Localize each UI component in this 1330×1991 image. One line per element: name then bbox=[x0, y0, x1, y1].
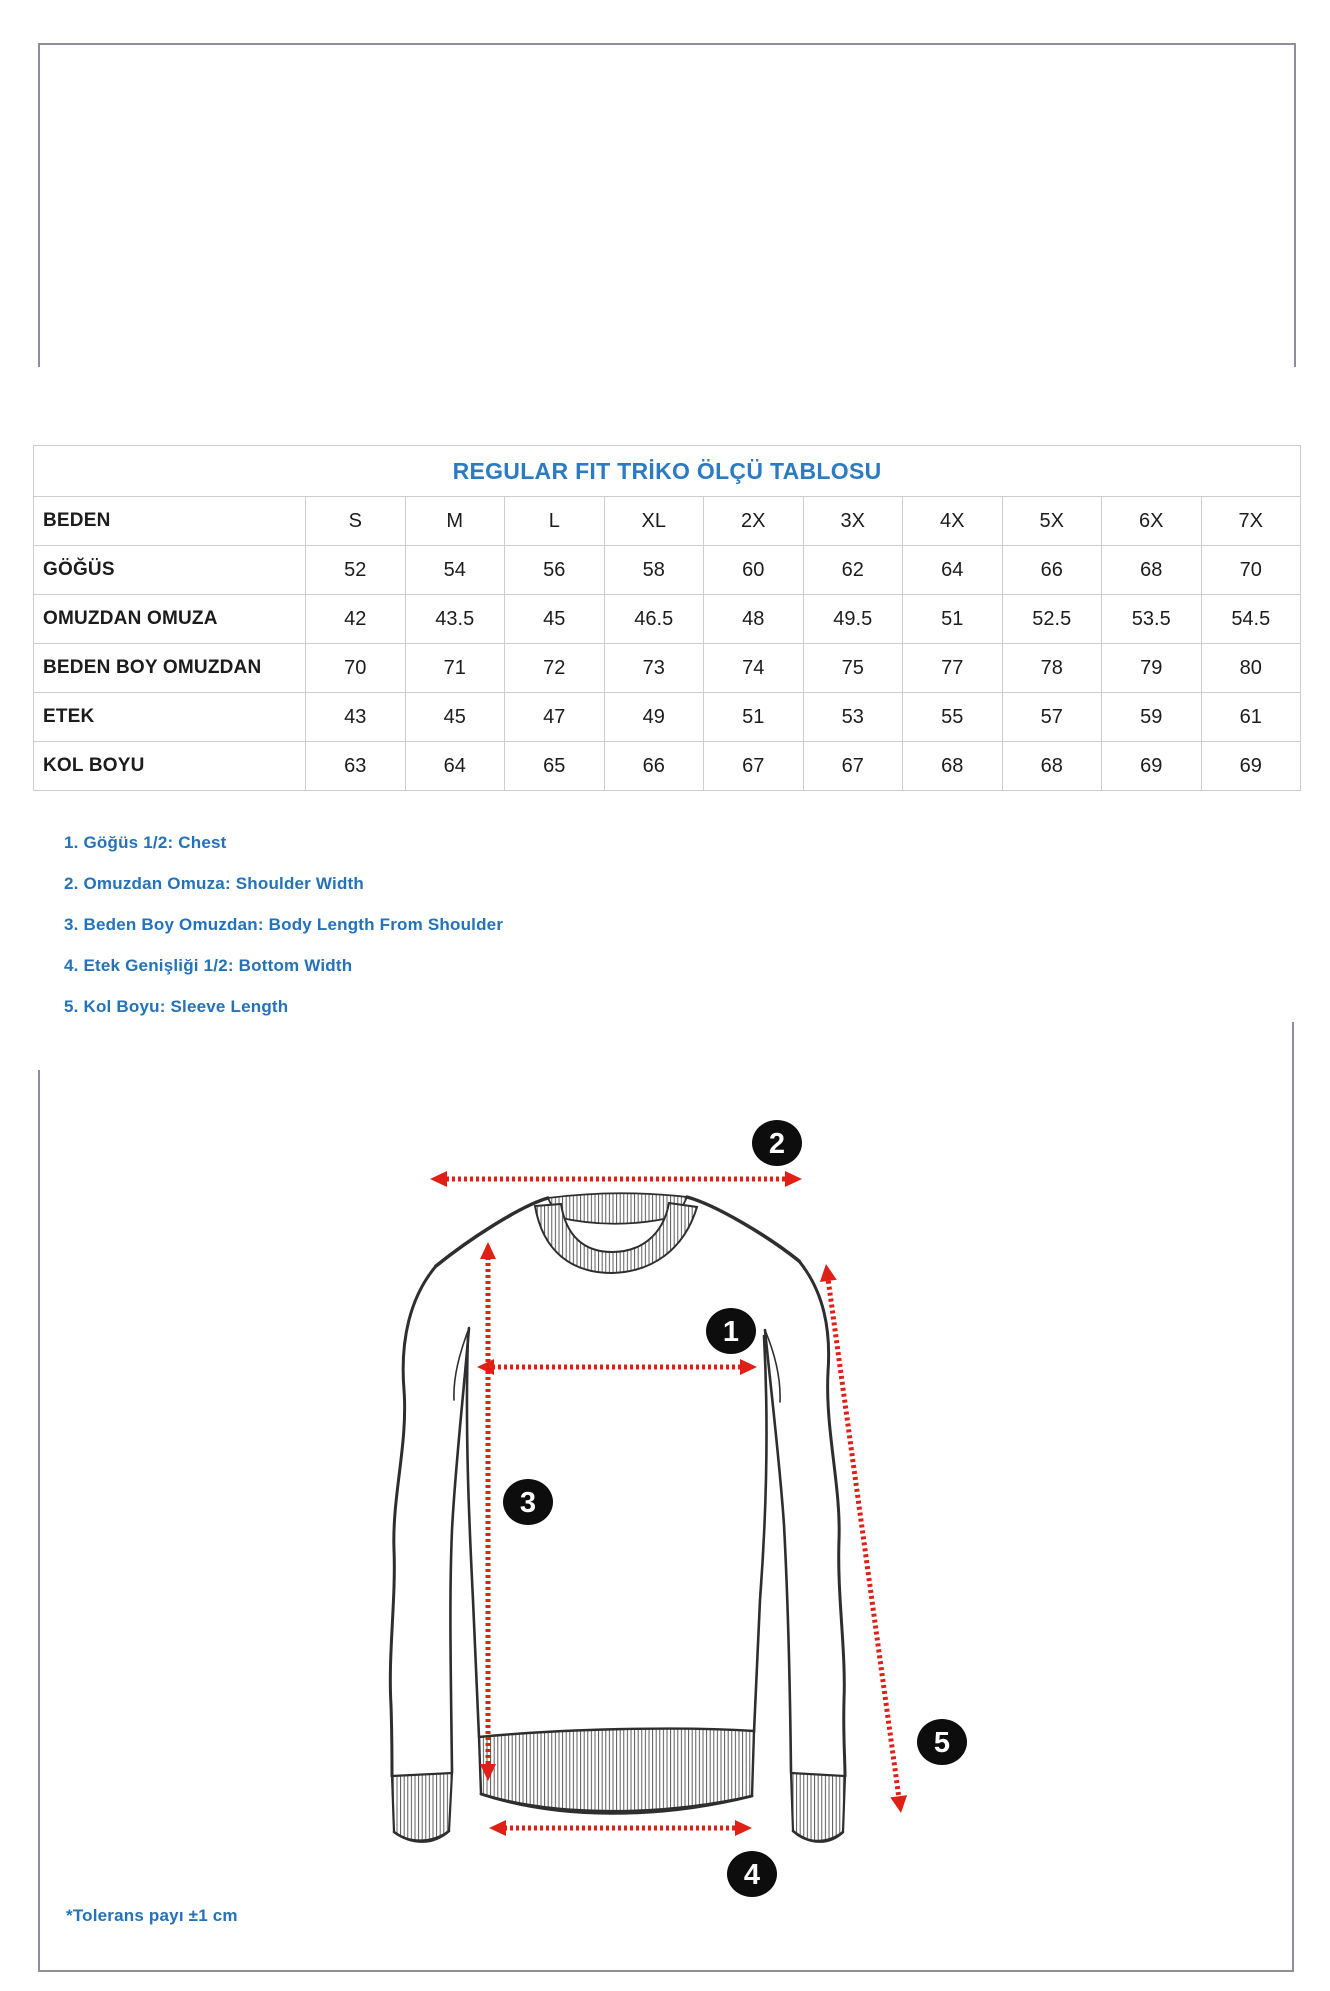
cell: 69 bbox=[1102, 742, 1202, 791]
cell: 64 bbox=[903, 546, 1003, 595]
row-label: KOL BOYU bbox=[34, 742, 306, 791]
cell: 47 bbox=[505, 693, 605, 742]
shoulder-width-arrow bbox=[430, 1171, 802, 1187]
cell: 53 bbox=[803, 693, 903, 742]
col-header-size: L bbox=[505, 497, 605, 546]
cell: 78 bbox=[1002, 644, 1102, 693]
badge-2 bbox=[752, 1120, 802, 1166]
tolerance-footnote: *Tolerans payı ±1 cm bbox=[66, 1906, 238, 1925]
cell: 61 bbox=[1201, 693, 1301, 742]
cell: 46.5 bbox=[604, 595, 704, 644]
legend-item-body-length: 3. Beden Boy Omuzdan: Body Length From Shoulder bbox=[64, 915, 504, 934]
table-title: REGULAR FIT TRİKO ÖLÇÜ TABLOSU bbox=[34, 446, 1301, 497]
cell: 58 bbox=[604, 546, 704, 595]
sleeve-length-arrow bbox=[820, 1264, 907, 1813]
cell: 60 bbox=[704, 546, 804, 595]
legend-item-chest: 1. Göğüs 1/2: Chest bbox=[64, 833, 227, 852]
cell: 51 bbox=[704, 693, 804, 742]
cell: 66 bbox=[1002, 546, 1102, 595]
col-header-size: 7X bbox=[1201, 497, 1301, 546]
cell: 68 bbox=[1002, 742, 1102, 791]
cell: 49 bbox=[604, 693, 704, 742]
badge-5-number: 5 bbox=[933, 1727, 951, 1759]
cell: 59 bbox=[1102, 693, 1202, 742]
col-header-size: 4X bbox=[903, 497, 1003, 546]
cell: 68 bbox=[1102, 546, 1202, 595]
cell: 72 bbox=[505, 644, 605, 693]
table-row bbox=[34, 546, 1301, 595]
legend-item-shoulder: 2. Omuzdan Omuza: Shoulder Width bbox=[64, 874, 364, 893]
sweater-outline bbox=[390, 1193, 845, 1841]
cell: 69 bbox=[1201, 742, 1301, 791]
cell: 49.5 bbox=[803, 595, 903, 644]
cell: 52 bbox=[306, 546, 406, 595]
cell: 73 bbox=[604, 644, 704, 693]
legend-item-bottom-width: 4. Etek Genişliği 1/2: Bottom Width bbox=[64, 956, 353, 975]
col-header-size: 6X bbox=[1102, 497, 1202, 546]
cell: 48 bbox=[704, 595, 804, 644]
col-header-size: 3X bbox=[803, 497, 903, 546]
body-length-arrow bbox=[480, 1242, 496, 1781]
cell: 52.5 bbox=[1002, 595, 1102, 644]
bottom-width-arrow bbox=[489, 1820, 752, 1836]
col-header-size: M bbox=[405, 497, 505, 546]
cell: 67 bbox=[803, 742, 903, 791]
table-title-row bbox=[34, 446, 1301, 497]
col-header-size: 2X bbox=[704, 497, 804, 546]
cell: 56 bbox=[505, 546, 605, 595]
col-header-size: XL bbox=[604, 497, 704, 546]
cell: 55 bbox=[903, 693, 1003, 742]
cell: 70 bbox=[306, 644, 406, 693]
cell: 43 bbox=[306, 693, 406, 742]
col-header-beden: BEDEN bbox=[34, 497, 306, 546]
cell: 51 bbox=[903, 595, 1003, 644]
cell: 43.5 bbox=[405, 595, 505, 644]
cell: 70 bbox=[1201, 546, 1301, 595]
size-table bbox=[33, 445, 1301, 791]
row-label: OMUZDAN OMUZA bbox=[34, 595, 306, 644]
table-row bbox=[34, 693, 1301, 742]
cell: 45 bbox=[505, 595, 605, 644]
row-label: BEDEN BOY OMUZDAN bbox=[34, 644, 306, 693]
cell: 42 bbox=[306, 595, 406, 644]
badge-2-number: 2 bbox=[768, 1128, 786, 1160]
chest-width-arrow bbox=[477, 1359, 757, 1375]
badge-1 bbox=[706, 1308, 756, 1354]
cell: 62 bbox=[803, 546, 903, 595]
cell: 77 bbox=[903, 644, 1003, 693]
cell: 67 bbox=[704, 742, 804, 791]
badge-4-number: 4 bbox=[743, 1859, 761, 1891]
measurement-legend bbox=[64, 822, 503, 1027]
cell: 71 bbox=[405, 644, 505, 693]
badge-1-number: 1 bbox=[722, 1316, 740, 1348]
cell: 68 bbox=[903, 742, 1003, 791]
badge-4 bbox=[727, 1851, 777, 1897]
cell: 53.5 bbox=[1102, 595, 1202, 644]
cell: 75 bbox=[803, 644, 903, 693]
badge-5 bbox=[917, 1719, 967, 1765]
table-row bbox=[34, 644, 1301, 693]
col-header-size: S bbox=[306, 497, 406, 546]
diagram-frame-left-border bbox=[38, 1070, 40, 1970]
product-image-frame bbox=[38, 43, 1296, 367]
cell: 65 bbox=[505, 742, 605, 791]
badge-3-number: 3 bbox=[519, 1487, 537, 1519]
sweater-measurement-diagram bbox=[330, 1080, 990, 1910]
table-row bbox=[34, 595, 1301, 644]
cell: 63 bbox=[306, 742, 406, 791]
col-header-size: 5X bbox=[1002, 497, 1102, 546]
cell: 64 bbox=[405, 742, 505, 791]
badge-3 bbox=[503, 1479, 553, 1525]
table-row bbox=[34, 742, 1301, 791]
cell: 45 bbox=[405, 693, 505, 742]
cell: 74 bbox=[704, 644, 804, 693]
table-header-row bbox=[34, 497, 1301, 546]
cell: 66 bbox=[604, 742, 704, 791]
row-label: ETEK bbox=[34, 693, 306, 742]
cell: 80 bbox=[1201, 644, 1301, 693]
cell: 54.5 bbox=[1201, 595, 1301, 644]
row-label: GÖĞÜS bbox=[34, 546, 306, 595]
cell: 54 bbox=[405, 546, 505, 595]
cell: 57 bbox=[1002, 693, 1102, 742]
cell: 79 bbox=[1102, 644, 1202, 693]
legend-item-sleeve: 5. Kol Boyu: Sleeve Length bbox=[64, 997, 289, 1016]
